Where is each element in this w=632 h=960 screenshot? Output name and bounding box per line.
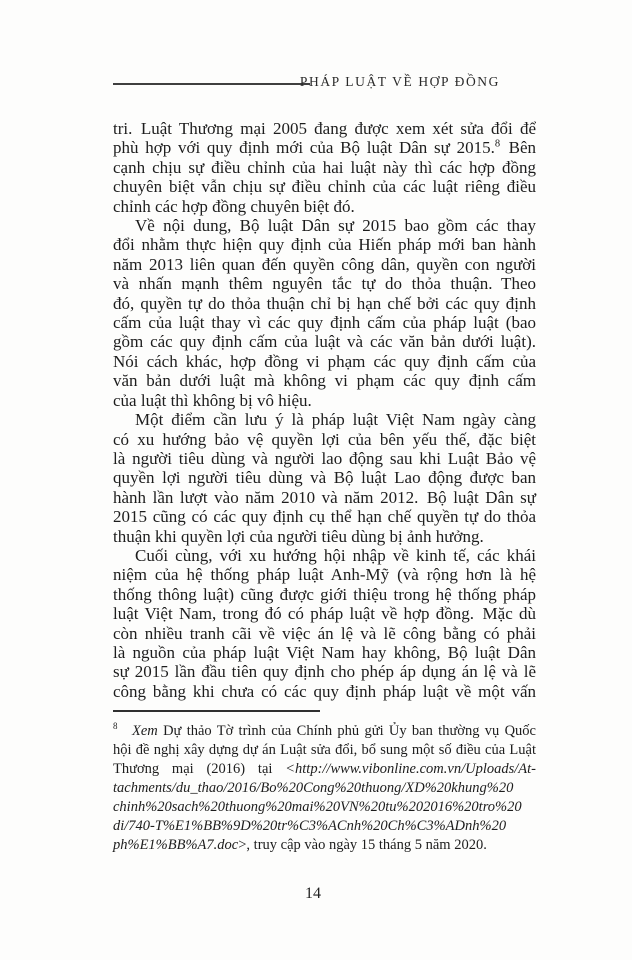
- body-line: gồm các quy định cấm của luật và các văn bản dưới luật).: [113, 332, 536, 352]
- body-line: thuận khi quyền lợi của người tiêu dùng bị ảnh hưởng.: [113, 526, 484, 546]
- body-line: phù hợp với quy định mới của Bộ luật Dân sự 2015.$^8$ Bên: [113, 138, 536, 158]
- body-line: đó, quyền tự do thỏa thuận chỉ bị hạn chế bởi các quy định: [113, 293, 536, 313]
- body-line: cạnh chịu sự điều chỉnh của hai luật này thì các hợp đồng: [113, 157, 536, 177]
- body-line: luật Việt Nam, trong đó có pháp luật về hợp đồng. Mặc dù: [113, 604, 536, 624]
- body-line: có xu hướng bảo vệ quyền lợi của bên yếu thế, đặc biệt: [113, 429, 536, 449]
- body-line: Nói cách khác, hợp đồng vi phạm các quy định cấm của: [113, 351, 536, 371]
- running-head: PHÁP LUẬT VỀ HỢP ĐỒNG: [299, 74, 500, 89]
- footnote-line: chinh%20sach%20thuong%20mai%20VN%20tu%202016%20tro%20: [113, 799, 522, 815]
- footnote-separator: [113, 710, 320, 712]
- body-line: Về nội dung, Bộ luật Dân sự 2015 bao gồm các thay: [135, 216, 536, 236]
- footnote-line: di/740-T%E1%BB%9D%20tr%C3%ACnh%20Ch%C3%ADnh%20: [113, 818, 507, 834]
- footnote-line: hội đề nghị xây dựng dự án Luật sửa đổi, bổ sung một số điều của Luật: [113, 742, 536, 758]
- body-text: [113, 119, 536, 701]
- body-line: của luật thì không bị vô hiệu.: [113, 390, 312, 410]
- body-line: quyền lợi người tiêu dùng và Bộ luật Lao động được ban: [113, 468, 536, 488]
- body-line: là người tiêu dùng và người lao động sau khi Luật Bảo vệ: [113, 448, 536, 468]
- body-line: thống thông luật) cũng được giới thiệu trong hệ thống pháp: [113, 584, 536, 604]
- body-line: năm 2013 liên quan đến quyền công dân, quyền con người: [113, 254, 536, 274]
- footnote-line: Thương mại (2016) tại <http://www.vibonline.com.vn/Uploads/At-: [113, 761, 536, 777]
- footnote: [113, 722, 536, 855]
- body-line: 2015 cũng có các quy định cụ thể hạn chế quyền tự do thỏa: [113, 507, 536, 527]
- body-line: còn nhiều tranh cãi về việc án lệ và lẽ công bằng có phải: [113, 623, 536, 643]
- body-line: Cuối cùng, với xu hướng hội nhập về kinh tế, các khái: [135, 545, 536, 565]
- body-line: công bằng khi chưa có các quy định pháp luật về một vấn: [113, 681, 536, 701]
- footnote-line: ph%E1%BB%A7.doc>, truy cập vào ngày 15 tháng 5 năm 2020.: [113, 837, 487, 853]
- body-line: Một điểm cần lưu ý là pháp luật Việt Nam ngày càng: [135, 410, 536, 430]
- body-line: chuyên biệt vẫn chịu sự điều chỉnh của các luật riêng điều: [113, 177, 536, 197]
- page-number: 14: [305, 885, 321, 902]
- footnote-line: $^8$ Xem Dự thảo Tờ trình của Chính phủ gửi Ủy ban thường vụ Quốc: [113, 721, 536, 739]
- body-line: tri. Luật Thương mại 2005 đang được xem xét sửa đổi để: [113, 119, 536, 138]
- body-line: cấm của luật thay vì các quy định cấm của pháp luật (bao: [113, 313, 536, 333]
- body-line: là nguồn của pháp luật Việt Nam hay không, Bộ luật Dân: [113, 642, 536, 662]
- body-line: chỉnh các hợp đồng chuyên biệt đó.: [113, 196, 355, 216]
- body-line: sự 2015 lần đầu tiên quy định cho phép áp dụng án lệ và lẽ: [113, 662, 536, 682]
- header-rule: [113, 83, 310, 85]
- body-line: và nhấn mạnh thêm nguyên tắc tự do thỏa thuận. Theo: [113, 274, 536, 294]
- body-line: hành lần lượt vào năm 2010 và năm 2012. Bộ luật Dân sự: [113, 487, 536, 507]
- body-line: văn bản dưới luật mà không vi phạm các quy định cấm: [113, 371, 536, 391]
- footnote-line: tachments/du_thao/2016/Bo%20Cong%20thuong/XD%20khung%20: [113, 780, 514, 796]
- body-line: niệm của hệ thống pháp luật Anh-Mỹ (và rộng hơn là hệ: [113, 565, 536, 585]
- body-line: đổi nhằm thực hiện quy định của Hiến pháp mới ban hành: [113, 235, 536, 255]
